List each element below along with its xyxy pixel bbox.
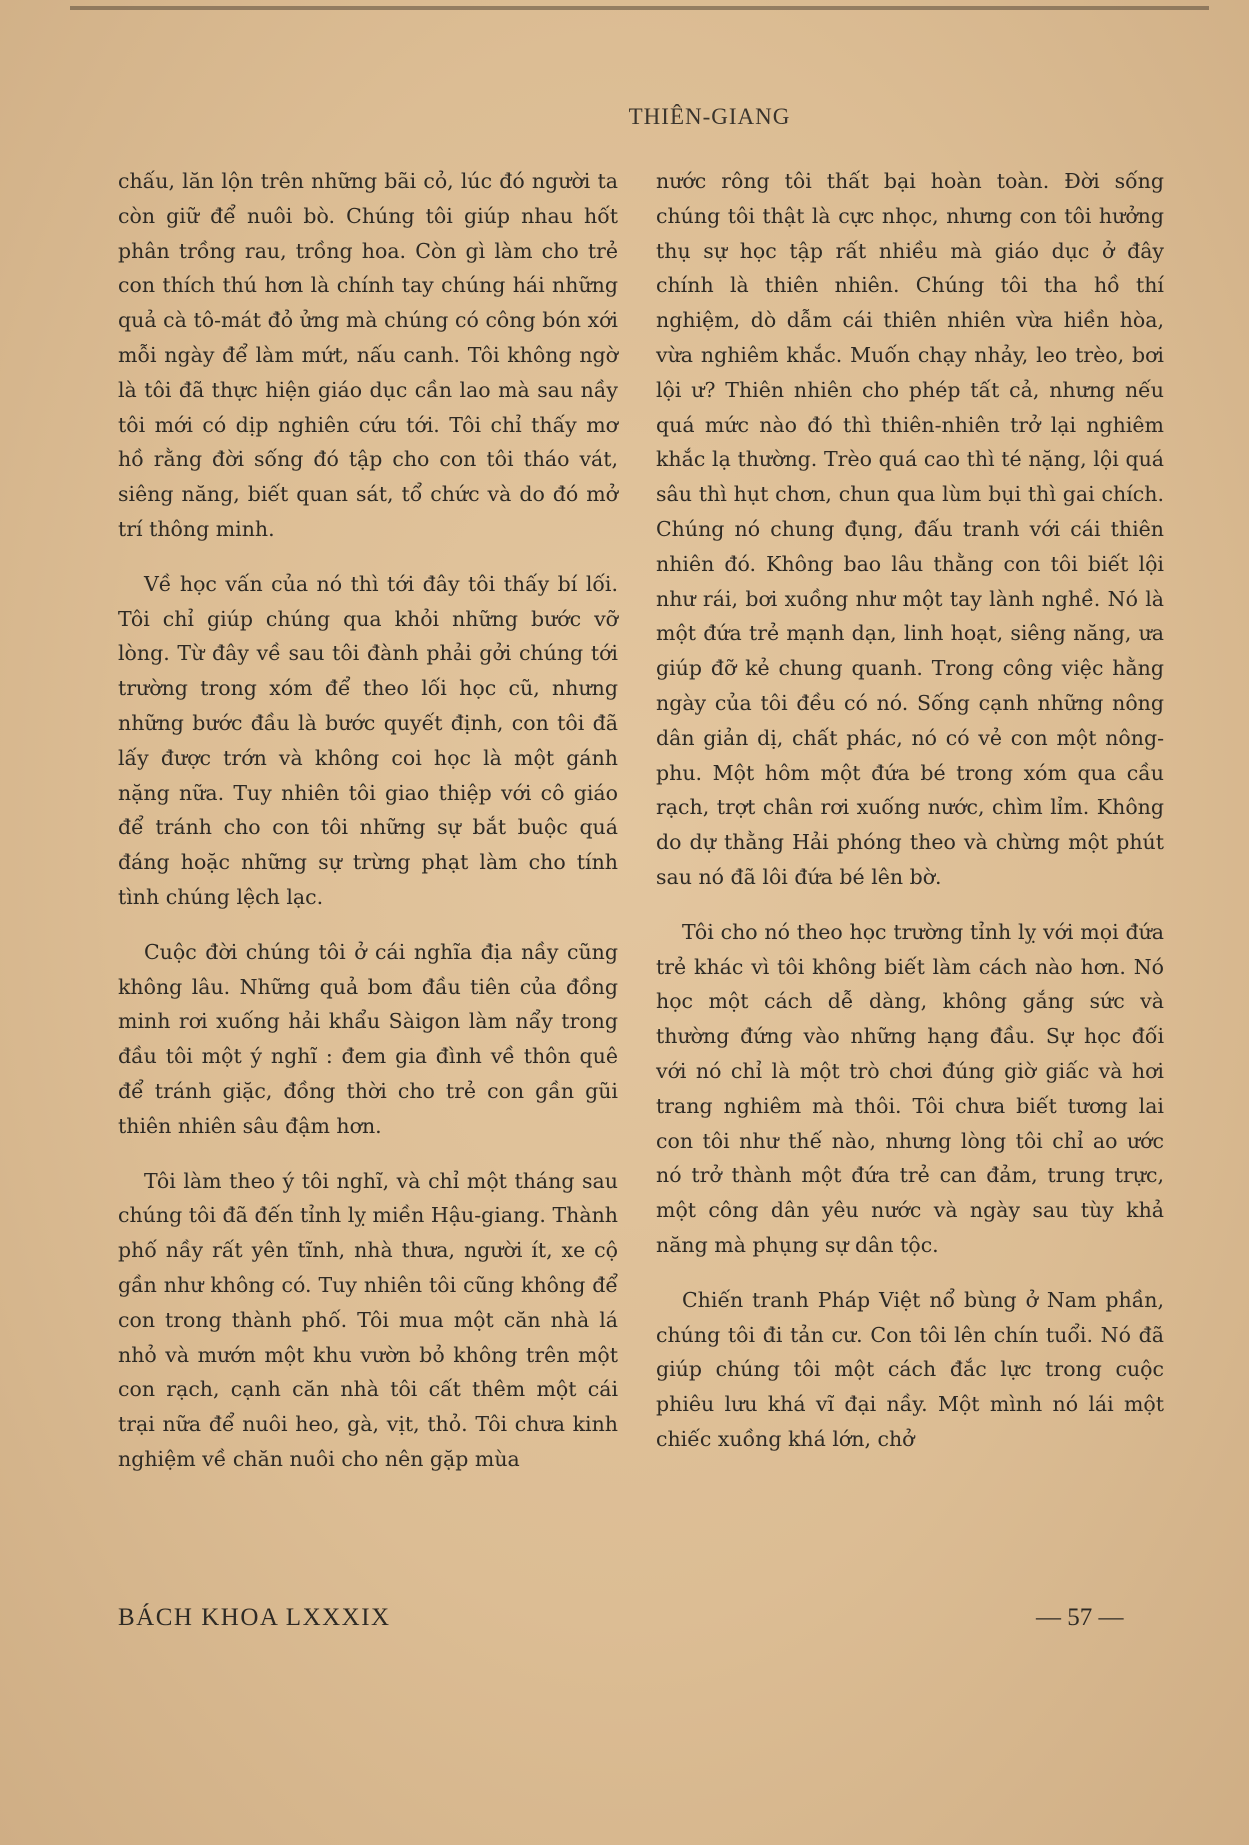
paragraph: Về học vấn của nó thì tới đây tôi thấy bí lối. Tôi chỉ giúp chúng qua khỏi những bước vỡ lòng. Từ đây về sau tôi đành phải gởi chúng tới trường trong xóm để theo lối học cũ, nhưng những bước đầu là bước quyết định, con tôi đã lấy được trớn và không coi học là một gánh nặng nữa. Tuy nhiên tôi giao thiệp với cô giáo để tránh cho con tôi những sự bắt buộc quá đáng hoặc những sự trừng phạt làm cho tính tình chúng lệch lạc. bbox=[118, 571, 618, 909]
paragraph: Tôi làm theo ý tôi nghĩ, và chỉ một tháng sau chúng tôi đã đến tỉnh lỵ miền Hậu-giang. Thành phố nầy rất yên tĩnh, nhà thưa, người ít, xe cộ gần như không có. Tuy nhiên tôi cũng không để con trong thành phố. Tôi mua một căn nhà lá nhỏ và mướn một khu vườn bỏ không trên một con rạch, cạnh căn nhà tôi cất thêm một cái trại nữa để nuôi heo, gà, vịt, thỏ. Tôi chưa kinh nghiệm về chăn nuôi cho nên gặp mùa bbox=[118, 1168, 618, 1471]
journal-title: BÁCH KHOA LXXXIX bbox=[118, 1604, 391, 1631]
paragraph: Cuộc đời chúng tôi ở cái nghĩa địa nầy cũng không lâu. Những quả bom đầu tiên của đồng minh rơi xuống hải khẩu Sàigon làm nẩy trong đầu tôi một ý nghĩ : đem gia đình về thôn quê để tránh giặc, đồng thời cho trẻ con gần gũi thiên nhiên sâu đậm hơn. bbox=[118, 939, 618, 1138]
left-column bbox=[118, 164, 618, 1477]
paragraph: Tôi cho nó theo học trường tỉnh lỵ với mọi đứa trẻ khác vì tôi không biết làm cách nào hơn. Nó học một cách dễ dàng, không gắng sức và thường đứng vào những hạng đầu. Sự học đối với nó chỉ là một trò chơi đúng giờ giấc và hơi trang nghiêm mà thôi. Tôi chưa biết tương lai con tôi như thế nào, nhưng lòng tôi chỉ ao ước nó trở thành một đứa trẻ can đảm, trung trực, một công dân yêu nước và ngày sau tùy khả năng mà phụng sự dân tộc. bbox=[656, 919, 1164, 1257]
paragraph: chấu, lăn lộn trên những bãi cỏ, lúc đó người ta còn giữ để nuôi bò. Chúng tôi giúp nhau hốt phân trồng rau, trồng hoa. Còn gì làm cho trẻ con thích thú hơn là chính tay chúng hái những quả cà tô-mát đỏ ửng mà chúng có công bón xới mỗi ngày để làm mứt, nấu canh. Tôi không ngờ là tôi đã thực hiện giáo dục cần lao mà sau nầy tôi mới có dịp nghiên cứu tới. Tôi chỉ thấy mơ hồ rằng đời sống đó tập cho con tôi tháo vát, siêng năng, biết quan sát, tổ chức và do đó mở trí thông minh. bbox=[118, 169, 618, 541]
top-rule bbox=[70, 6, 1209, 10]
right-column bbox=[656, 164, 1164, 1457]
running-head: THIÊN-GIANG bbox=[628, 104, 791, 129]
page-number: — 57 — bbox=[1036, 1604, 1124, 1631]
paragraph: nước rông tôi thất bại hoàn toàn. Đời sống chúng tôi thật là cực nhọc, nhưng con tôi hưởng thụ sự học tập rất nhiều mà giáo dục ở đây chính là thiên nhiên. Chúng tôi tha hồ thí nghiệm, dò dẫm cái thiên nhiên vừa hiền hòa, vừa nghiêm khắc. Muốn chạy nhảy, leo trèo, bơi lội ư? Thiên nhiên cho phép tất cả, nhưng nếu quá mức nào đó thì thiên-nhiên trở lại nghiêm khắc lạ thường. Trèo quá cao thì té nặng, lội quá sâu thì hụt chơn, chun qua lùm bụi thì gai chích. Chúng nó chung đụng, đấu tranh với cái thiên nhiên đó. Không bao lâu thằng con tôi biết lội như rái, bơi xuồng như một tay lành nghề. Nó là một đứa trẻ mạnh dạn, linh hoạt, siêng năng, ưa giúp đỡ kẻ chung quanh. Trong công việc hằng ngày của tôi đều có nó. Sống cạnh những nông dân giản dị, chất phác, nó có vẻ con một nông-phu. Một hôm một đứa bé trong xóm qua cầu rạch, trợt chân rơi xuống nước, chìm lỉm. Không do dự thằng Hải phóng theo và chừng một phút sau nó đã lôi đứa bé lên bờ. bbox=[656, 169, 1164, 889]
paragraph: Chiến tranh Pháp Việt nổ bùng ở Nam phần, chúng tôi đi tản cư. Con tôi lên chín tuổi. Nó đã giúp chúng tôi một cách đắc lực trong cuộc phiêu lưu khá vĩ đại nầy. Một mình nó lái một chiếc xuồng khá lớn, chở bbox=[656, 1287, 1164, 1451]
